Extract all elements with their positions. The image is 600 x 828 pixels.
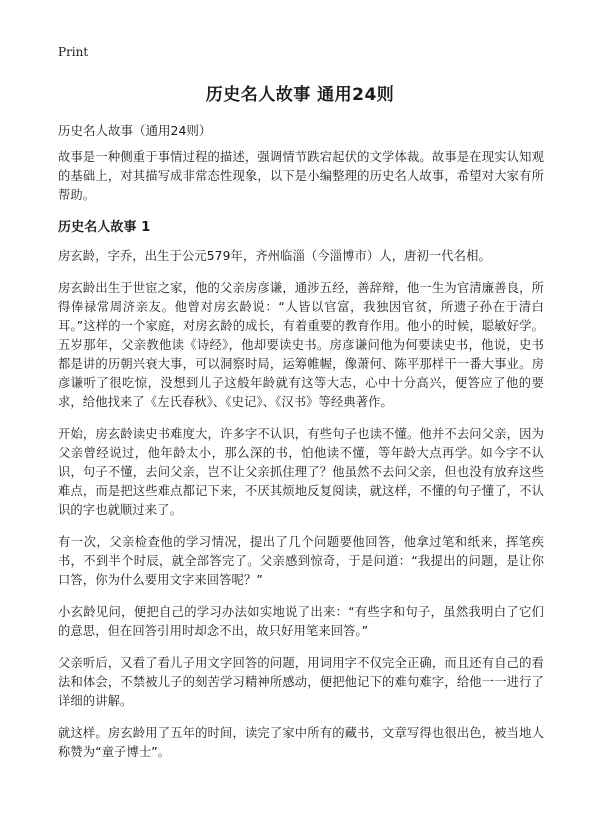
body-paragraph: 房玄龄出生于世宦之家，他的父亲房彦谦，通涉五经，善辞辩，他一生为官清廉善良，所得俸禄常周济亲友。他曾对房玄龄说：“人皆以官富，我独因官贫，所遗子孙在于清白耳。”这样的一个家庭，对房玄龄的成长，有着重要的教育作用。他小的时候，聪敏好学。五岁那年，父亲教他读《诗经》，他却要读史书。房彦谦问他为何要读史书，他说，史书都是讲的历朝兴衰大事，可以洞察时局，运筹帷幄，像萧何、陈平那样干一番大事业。房彦谦听了很吃惊，没想到儿子这般年龄就有这等大志，心中十分高兴，便答应了他的要求，给他找来了《左氏春秋》、《史记》、《汉书》等经典著作。 xyxy=(58,281,544,409)
print-link[interactable]: Print xyxy=(58,45,89,59)
intro-paragraph: 故事是一种侧重于事情过程的描述，强调情节跌宕起伏的文学体裁。故事是在现实认知观的基础上，对其描写成非常态性现象，以下是小编整理的历史名人故事，希望对大家有所帮助。 xyxy=(58,150,544,202)
body-paragraph: 开始，房玄龄读史书难度大，许多字不认识，有些句子也读不懂。他并不去问父亲，因为父亲曾经说过，他年龄太小，那么深的书，怕他读不懂，等年龄大点再学。如今字不认识，句子不懂，去问父亲，岂不让父亲抓住理了？他虽然不去问父亲，但也没有放弃这些难点，而是把这些难点都记下来，不厌其烦地反复阅读，就这样，不懂的句子懂了，不认识的字也就顺过来了。 xyxy=(58,427,544,517)
page-subtitle: 历史名人故事（通用24则） xyxy=(58,123,212,138)
section-heading: 历史名人故事 1 xyxy=(58,220,151,235)
body-paragraph: 有一次，父亲检查他的学习情况，提出了几个问题要他回答，他拿过笔和纸来，挥笔疾书，不到半个时辰，就全部答完了。父亲感到惊奇，于是问道：“我提出的问题，是让你口答，你为什么要用文字来回答呢？” xyxy=(58,535,544,587)
body-paragraph: 父亲听后，又看了看儿子用文字回答的问题，用词用字不仅完全正确，而且还有自己的看法和体会，不禁被儿子的刻苦学习精神所感动，便把他记下的难句难字，给他一一进行了详细的讲解。 xyxy=(58,656,544,708)
page-title: 历史名人故事 通用24则 xyxy=(205,85,395,105)
body-paragraph: 小玄龄见问，便把自己的学习办法如实地说了出来：“有些字和句子，虽然我明白了它们的意思，但在回答引用时却念不出，故只好用笔来回答。” xyxy=(58,605,544,638)
body-paragraph: 房玄龄，字乔，出生于公元579年，齐州临淄（今淄博市）人，唐初一代名相。 xyxy=(58,249,491,263)
body-paragraph: 就这样。房玄龄用了五年的时间，读完了家中所有的藏书，文章写得也很出色，被当地人称赞为“童子博士”。 xyxy=(58,726,544,759)
article-body xyxy=(58,148,544,775)
